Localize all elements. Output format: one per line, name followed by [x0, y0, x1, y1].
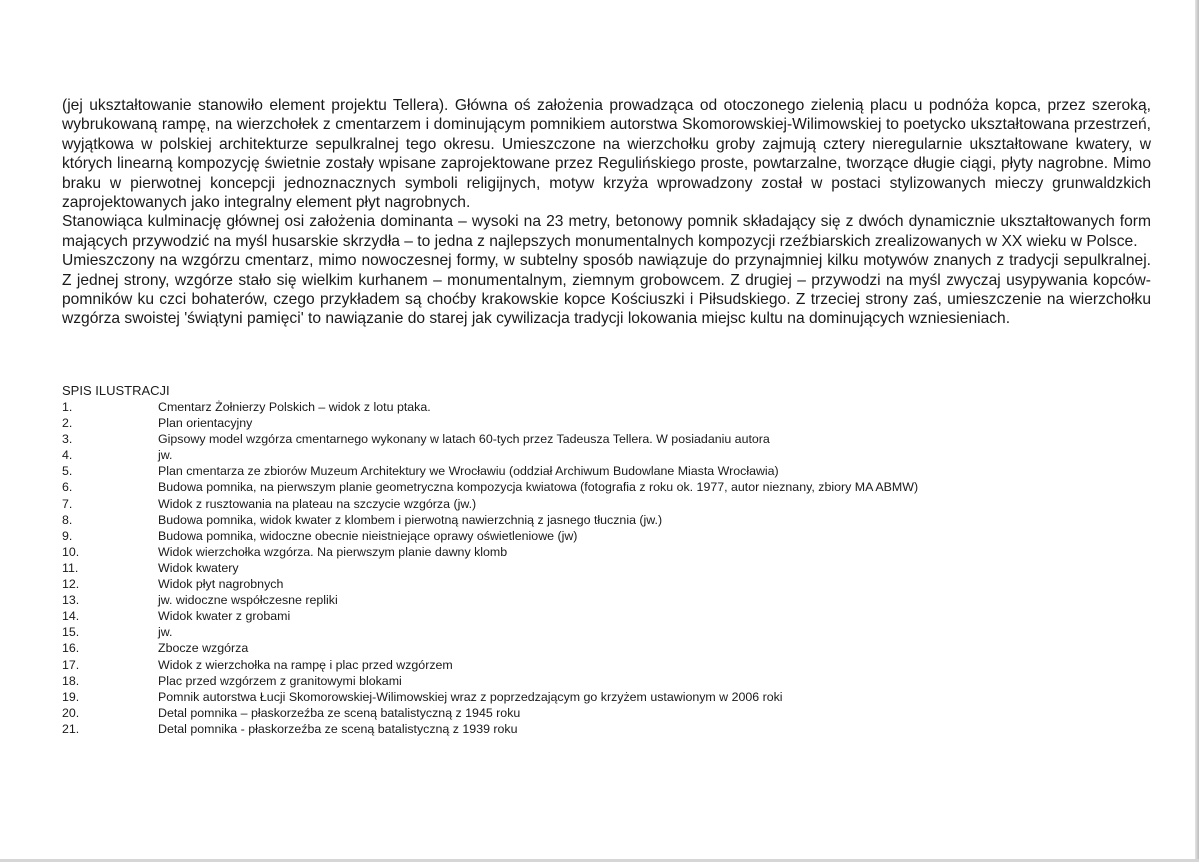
list-item-text: Widok kwatery — [158, 560, 239, 575]
list-item — [62, 544, 1062, 560]
list-item-text: Budowa pomnika, na pierwszym planie geometryczna kompozycja kwiatowa (fotografia z roku ok. 1977, autor nieznany, zbiory MA ABMW) — [158, 480, 919, 495]
page-edge-right — [1195, 0, 1199, 862]
list-item-number: 18. — [62, 673, 80, 688]
list-item — [62, 705, 1062, 721]
list-item-number: 21. — [62, 721, 80, 736]
paragraph-3: Umieszczony na wzgórzu cmentarz, mimo nowoczesnej formy, w subtelny sposób nawiązuje do przynajmniej kilku motywów znanych z tradycji sepulkralnej. Z jednej strony, wzgórze stało się wielkim kurhanem – monumentalnym, ziemnym grobowcem. Z drugiej – przywodzi na myśl zwyczaj usypywania kopców-pomników ku czci bohaterów, czego przykładem są choćby krakowskie kopce Kościuszki i Piłsudskiego. Z trzeciej strony zaś, umieszczenie na wierzchołku wzgórza swoistej 'świątyni pamięci' to nawiązanie do starej jak cywilizacja tradycji lokowania miejsc kultu na dominujących wzniesieniach. — [62, 252, 1151, 328]
list-item-text: jw. — [158, 448, 173, 463]
list-item-number: 2. — [62, 416, 73, 431]
list-item — [62, 496, 1062, 512]
list-item — [62, 399, 1062, 415]
list-item-number: 15. — [62, 625, 80, 640]
list-item-text: Gipsowy model wzgórza cmentarnego wykonany w latach 60-tych przez Tadeusza Tellera. W posiadaniu autora — [158, 432, 770, 447]
list-item — [62, 512, 1062, 528]
list-item-text: Detal pomnika – płaskorzeźba ze sceną batalistyczną z 1945 roku — [158, 705, 521, 720]
list-item-number: 11. — [62, 560, 79, 575]
list-item-number: 7. — [62, 496, 73, 511]
list-item-number: 9. — [62, 528, 73, 543]
list-item-number: 5. — [62, 464, 73, 479]
list-item — [62, 689, 1062, 705]
list-item-number: 20. — [62, 705, 80, 720]
list-item-number: 4. — [62, 448, 73, 463]
list-item-number: 8. — [62, 512, 73, 527]
illustrations-list — [62, 399, 1062, 737]
list-item — [62, 479, 1062, 495]
list-item-number: 14. — [62, 609, 80, 624]
list-item-text: Zbocze wzgórza — [158, 641, 249, 656]
list-item — [62, 721, 1062, 737]
list-item-text: Detal pomnika - płaskorzeźba ze sceną batalistyczną z 1939 roku — [158, 721, 518, 736]
list-item — [62, 447, 1062, 463]
list-item-number: 12. — [62, 577, 80, 592]
list-item — [62, 463, 1062, 479]
illustrations-heading: SPIS ILUSTRACJI — [62, 383, 170, 398]
list-item-text: Widok z rusztowania na plateau na szczycie wzgórza (jw.) — [158, 496, 477, 511]
list-item-text: Plac przed wzgórzem z granitowymi blokami — [158, 673, 402, 688]
list-item — [62, 608, 1062, 624]
paragraph-1: (jej ukształtowanie stanowiło element projektu Tellera). Główna oś założenia prowadząca od otoczonego zielenią placu u podnóża kopca, przez szeroką, wybrukowaną rampę, na wierzchołek z cmentarzem i dominującym pomnikiem autorstwa Skomorowskiej-Wilimowskiej to poetycko ukształtowana przestrzeń, wyjątkowa w polskiej architekturze sepulkralnej tego okresu. Umieszczone na wierzchołku groby zajmują cztery nieregularnie ukształtowane kwatery, w których linearną kompozycję świetnie zostały wpisane zaprojektowane przez Regulińskiego proste, powtarzalne, tworzące długie ciągi, płyty nagrobne. Mimo braku w pierwotnej koncepcji jednoznacznych symboli religijnych, motyw krzyża wprowadzony został w postaci stylizowanych mieczy grunwaldzkich zaprojektowanych jako integralny element płyt nagrobnych. — [62, 97, 1151, 212]
list-item-text: Budowa pomnika, widoczne obecnie nieistniejące oprawy oświetleniowe (jw) — [158, 528, 578, 543]
list-item-number: 1. — [62, 400, 73, 414]
list-item-text: Pomnik autorstwa Łucji Skomorowskiej-Wilimowskiej wraz z poprzedzającym go krzyżem ustawionym w 2006 roki — [158, 689, 783, 704]
body-text — [62, 96, 1151, 329]
list-item-text: Widok z wierzchołka na rampę i plac przed wzgórzem — [158, 657, 453, 672]
list-item-text: jw. — [158, 625, 173, 640]
list-item-text: Widok wierzchołka wzgórza. Na pierwszym planie dawny klomb — [158, 544, 508, 559]
list-item — [62, 528, 1062, 544]
list-item-number: 13. — [62, 593, 80, 608]
list-item-number: 17. — [62, 657, 80, 672]
list-item-number: 16. — [62, 641, 80, 656]
list-item — [62, 560, 1062, 576]
list-item — [62, 640, 1062, 656]
list-item — [62, 431, 1062, 447]
list-item-number: 3. — [62, 432, 73, 447]
paragraph-2: Stanowiąca kulminację głównej osi założenia dominanta – wysoki na 23 metry, betonowy pomnik składający się z dwóch dynamicznie ukształtowanych form mających przywodzić na myśl husarskie skrzydła – to jedna z najlepszych monumentalnych kompozycji rzeźbiarskich zrealizowanych w XX wieku w Polsce. — [62, 213, 1151, 250]
list-item-number: 6. — [62, 480, 73, 495]
list-item-text: jw. widoczne współczesne repliki — [158, 593, 338, 608]
list-item-text: Widok kwater z grobami — [158, 609, 291, 624]
list-item-text: Cmentarz Żołnierzy Polskich – widok z lotu ptaka. — [158, 400, 431, 414]
list-item — [62, 657, 1062, 673]
list-item-text: Widok płyt nagrobnych — [158, 577, 284, 592]
list-item — [62, 624, 1062, 640]
list-item-text: Plan cmentarza ze zbiorów Muzeum Architektury we Wrocławiu (oddział Archiwum Budowlane Miasta Wrocławia) — [158, 464, 779, 479]
list-item — [62, 415, 1062, 431]
list-item-number: 10. — [62, 544, 80, 559]
list-item-number: 19. — [62, 689, 80, 704]
list-item — [62, 576, 1062, 592]
list-item — [62, 673, 1062, 689]
list-item-text: Budowa pomnika, widok kwater z klombem i pierwotną nawierzchnią z jasnego tłucznia (jw.) — [158, 512, 663, 527]
list-item — [62, 592, 1062, 608]
list-item-text: Plan orientacyjny — [158, 416, 253, 431]
